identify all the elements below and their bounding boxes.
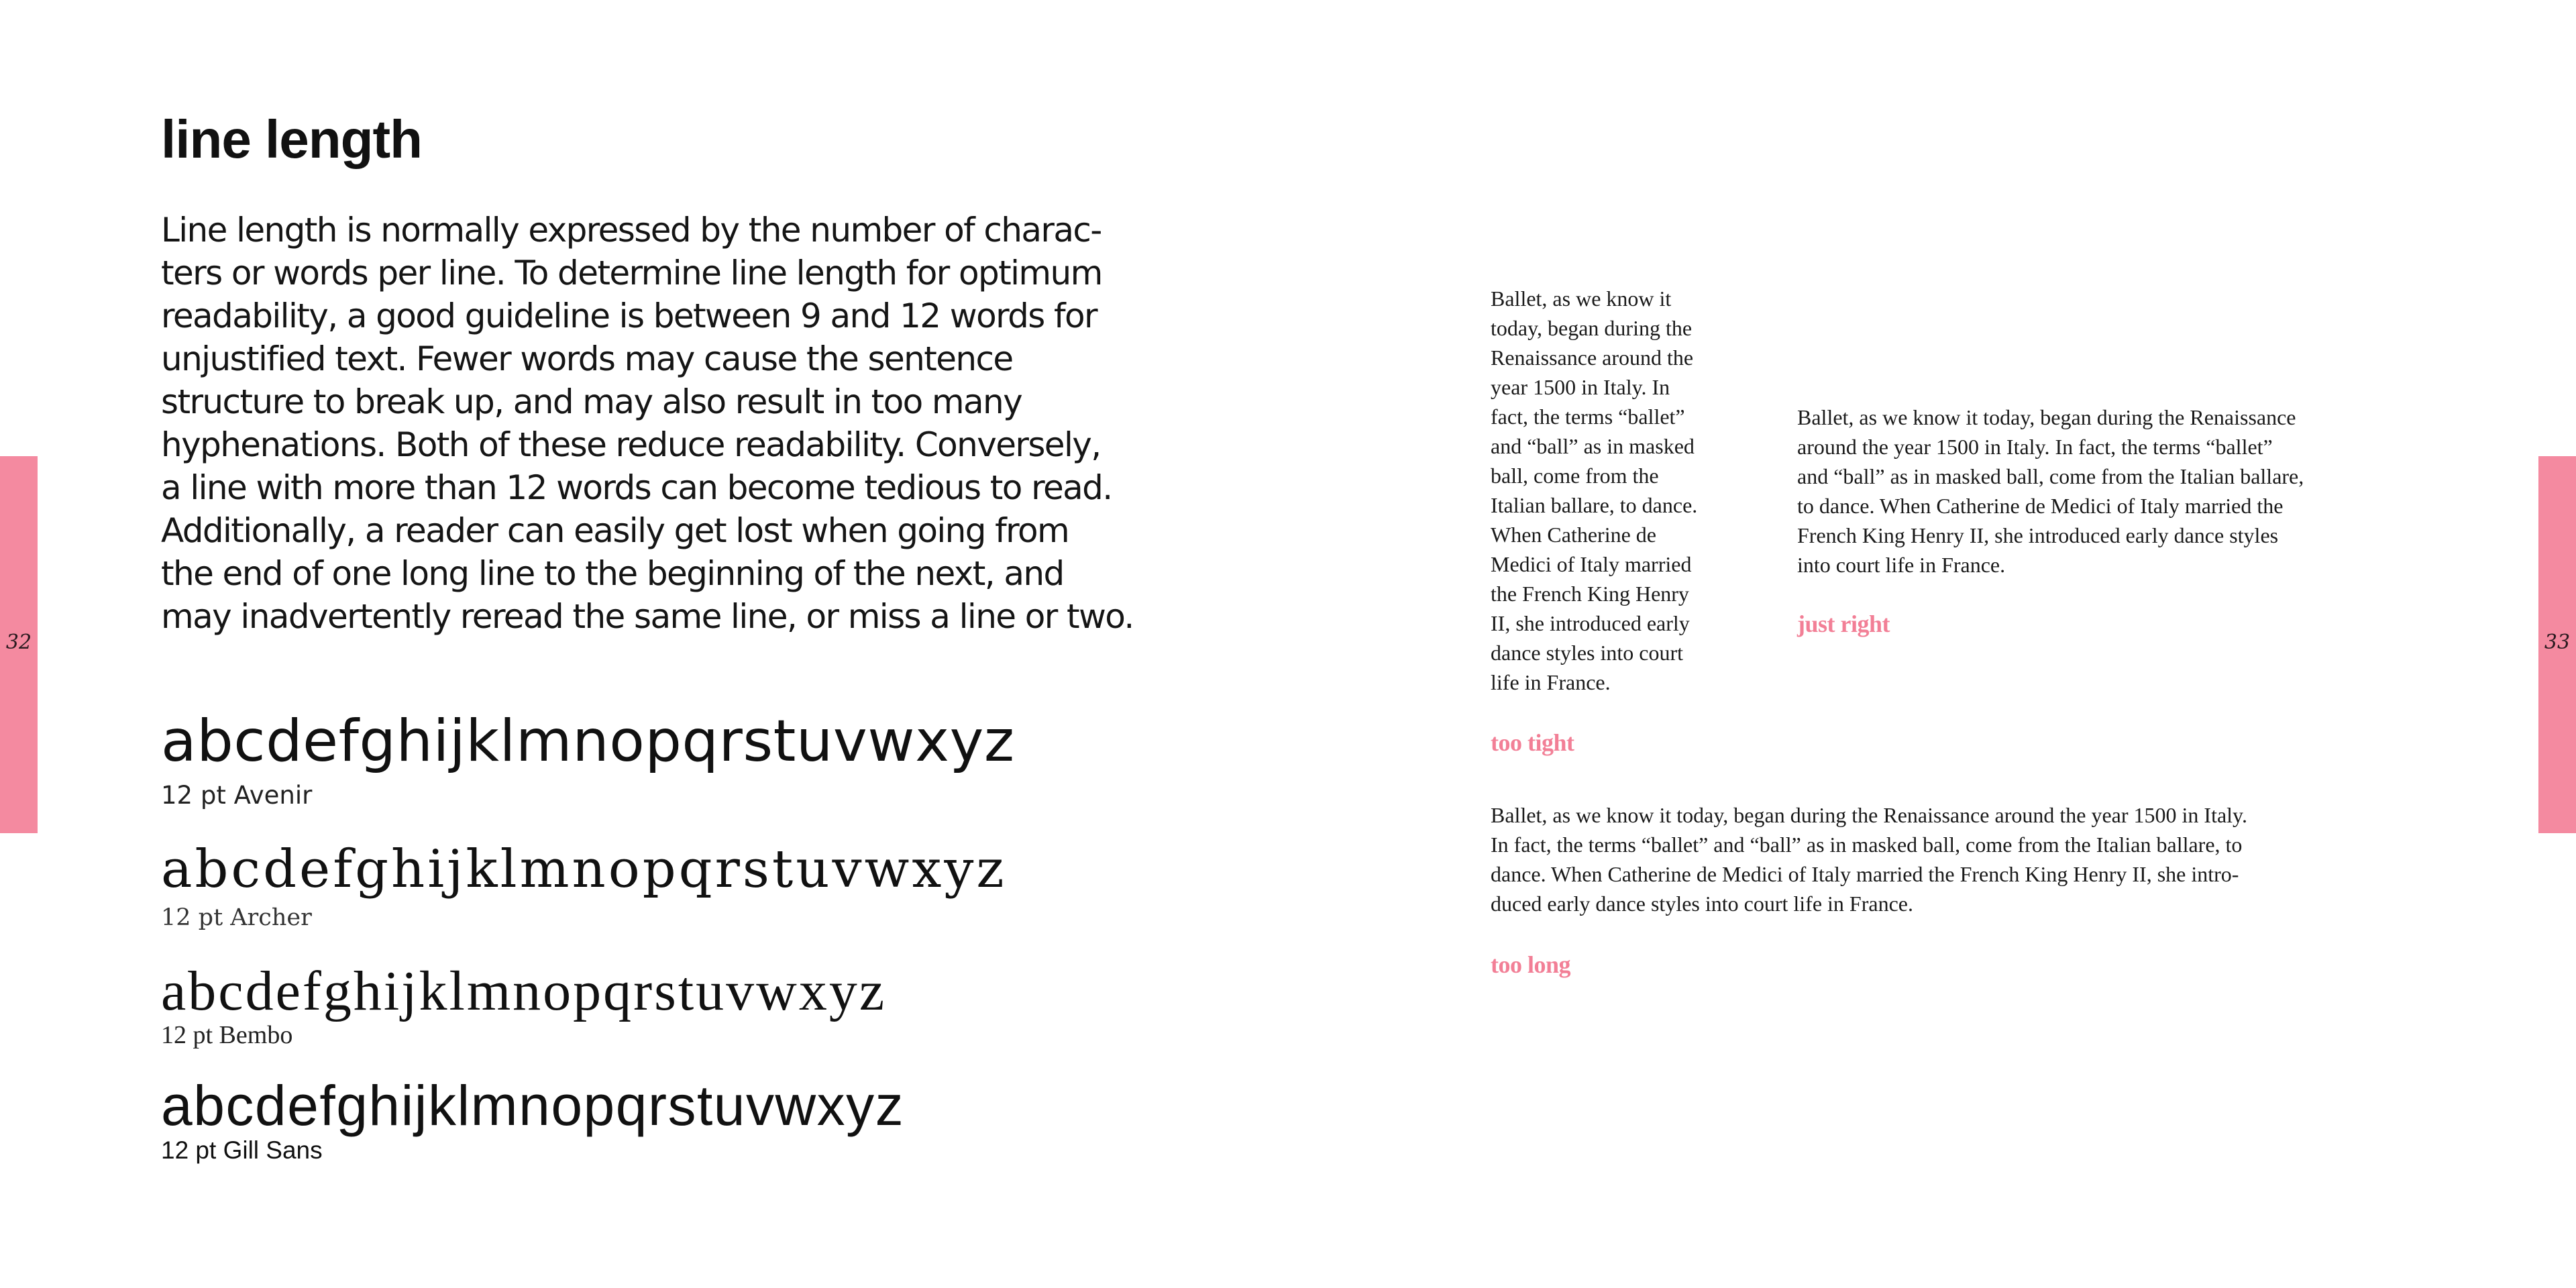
right-page-tab: [2538, 456, 2576, 833]
sample-gill-sans: abcdefghijklmnopqrstuvwxyz: [161, 1074, 905, 1137]
example-too-long-caption: too long: [1491, 951, 1571, 978]
page-title: line length: [161, 109, 422, 169]
example-just-right-text: Ballet, as we know it today, began during the Renaissance around the year 1500 in Italy. In fact, the terms “ballet” and “ball” as in masked ball, come from the Italian ballare, to dance. When Catherine de Medici of Italy married the French King Henry II, she introduced early dance styles into court life in France.: [1797, 405, 2304, 577]
example-too-tight-text: Ballet, as we know it today, began during the Renaissance around the year 1500 in Italy. In fact, the terms “ballet” and “ball” as in masked ball, come from the Italian ballare, to dance. When Catherine de Medici of Italy married the French King Henry II, she introduced early dance styles into court life in France.: [1491, 286, 1698, 694]
sample-bembo: abcdefghijklmnopqrstuvwxyz: [161, 960, 887, 1022]
sample-avenir: abcdefghijklmnopqrstuvwxyz: [161, 708, 1015, 775]
page-number-left: 32: [5, 631, 32, 654]
example-too-long-text: Ballet, as we know it today, began during the Renaissance around the year 1500 in Italy. In fact, the terms “ballet” and “ball” as in masked ball, come from the Italian ballare, to dance. When Catherine de Medici of Italy married the French King Henry II, she intro- duced early dance styles into court life in France.: [1491, 803, 2247, 916]
sample-label-bembo: 12 pt Bembo: [161, 1021, 293, 1049]
sample-label-gill-sans: 12 pt Gill Sans: [161, 1136, 323, 1164]
intro-paragraph: Line length is normally expressed by the number of charac- ters or words per line. To determine line length for optimum readability, a good guideline is between 9 and 12 words for unjustified text. Fewer words may cause the sentence structure to break up, and may also result in too many hyphenations. Both of these reduce readability. Conversely, a line with more than 12 words can become tedious to read. Additionally, a reader can easily get lost when going from the end of one long line to the beginning of the next, and may inadvertently reread the same line, or miss a line or two.: [161, 211, 1134, 636]
sample-archer: abcdefghijklmnopqrstuvwxyz: [161, 839, 1007, 900]
page-number-right: 33: [2544, 631, 2571, 654]
example-just-right-caption: just right: [1797, 610, 1890, 637]
left-page-tab: [0, 456, 38, 833]
example-too-tight-caption: too tight: [1491, 729, 1574, 756]
sample-label-archer: 12 pt Archer: [161, 904, 312, 931]
sample-label-avenir: 12 pt Avenir: [161, 781, 313, 810]
